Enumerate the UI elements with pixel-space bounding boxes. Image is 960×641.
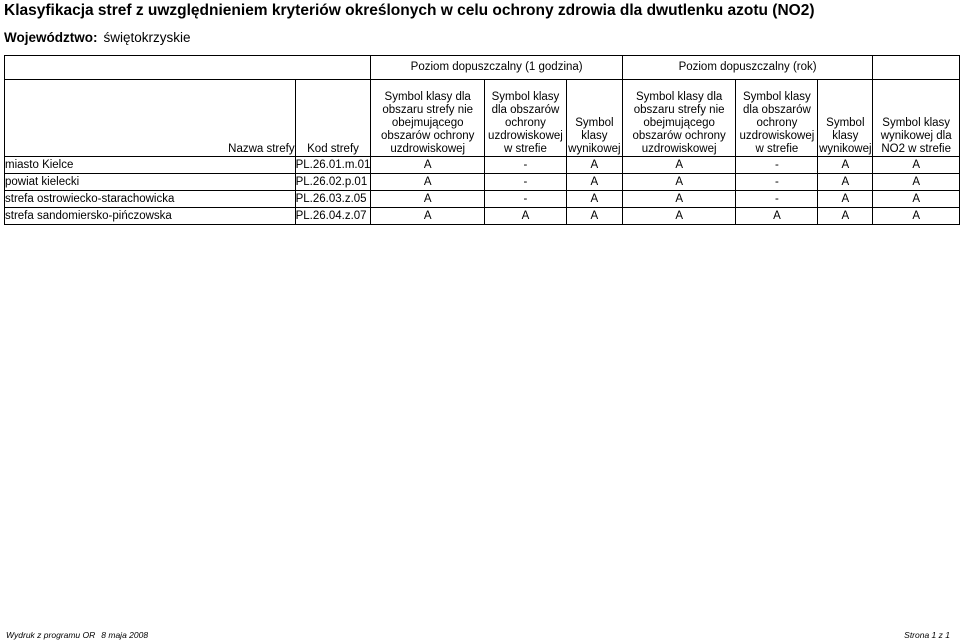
voivodeship-line (4, 30, 191, 45)
zone-code-cell: PL.26.02.p.01 (295, 174, 371, 191)
class-cell: A (873, 208, 960, 225)
class-cell: - (484, 157, 566, 174)
voivodeship-label: Województwo: (4, 30, 98, 45)
table-row (5, 174, 960, 191)
class-cell: A (371, 191, 485, 208)
table-row (5, 208, 960, 225)
class-cell: - (484, 174, 566, 191)
column-header-row (5, 80, 960, 157)
class-cell: A (566, 191, 622, 208)
table-row (5, 157, 960, 174)
footer-program: Wydruk z programu OR (6, 630, 96, 640)
group-header-year: Poziom dopuszczalny (rok) (622, 56, 872, 80)
class-cell: A (371, 174, 485, 191)
group-header-blank (295, 56, 371, 80)
class-cell: A (818, 157, 873, 174)
zone-code-cell: PL.26.04.z.07 (295, 208, 371, 225)
zone-code-cell: PL.26.01.m.01 (295, 157, 371, 174)
class-cell: - (484, 191, 566, 208)
class-cell: - (736, 191, 818, 208)
class-cell: A (371, 157, 485, 174)
footer-page-number: Strona 1 z 1 (904, 630, 950, 640)
class-cell: A (622, 208, 736, 225)
group-header-blank (5, 56, 296, 80)
class-cell: A (622, 157, 736, 174)
zone-name-cell: strefa ostrowiecko-starachowicka (5, 191, 296, 208)
column-header-year-spa: Symbol klasy dla obszarów ochrony uzdrowiskowej w strefie (736, 80, 818, 157)
class-cell: A (818, 174, 873, 191)
class-cell: A (873, 157, 960, 174)
column-header-final-result: Symbol klasy wynikowej dla NO2 w strefie (873, 80, 960, 157)
page-title: Klasyfikacja stref z uwzględnieniem kryteriów określonych w celu ochrony zdrowia dla dwutlenku azotu (NO2) (4, 2, 815, 19)
zone-name-cell: miasto Kielce (5, 157, 296, 174)
class-cell: A (484, 208, 566, 225)
column-header-year-outside: Symbol klasy dla obszaru strefy nie obejmującego obszarów ochrony uzdrowiskowej (622, 80, 736, 157)
class-cell: A (566, 157, 622, 174)
class-cell: A (736, 208, 818, 225)
footer-date: 8 maja 2008 (101, 630, 149, 640)
class-cell: A (371, 208, 485, 225)
column-header-hour-spa: Symbol klasy dla obszarów ochrony uzdrowiskowej w strefie (484, 80, 566, 157)
voivodeship-value: świętokrzyskie (103, 30, 191, 45)
class-cell: A (622, 174, 736, 191)
zone-code-cell: PL.26.03.z.05 (295, 191, 371, 208)
column-header-year-result: Symbol klasy wynikowej (818, 80, 873, 157)
classification-table (4, 55, 960, 225)
class-cell: - (736, 157, 818, 174)
group-header-row (5, 56, 960, 80)
column-header-name: Nazwa strefy (5, 80, 296, 157)
column-header-code: Kod strefy (295, 80, 371, 157)
table-row (5, 191, 960, 208)
class-cell: A (566, 208, 622, 225)
zone-name-cell: strefa sandomiersko-pińczowska (5, 208, 296, 225)
group-header-hour: Poziom dopuszczalny (1 godzina) (371, 56, 622, 80)
class-cell: A (818, 208, 873, 225)
zone-name-cell: powiat kielecki (5, 174, 296, 191)
column-header-hour-result: Symbol klasy wynikowej (566, 80, 622, 157)
class-cell: A (566, 174, 622, 191)
class-cell: - (736, 174, 818, 191)
class-cell: A (873, 174, 960, 191)
class-cell: A (873, 191, 960, 208)
column-header-hour-outside: Symbol klasy dla obszaru strefy nie obejmującego obszarów ochrony uzdrowiskowej (371, 80, 485, 157)
group-header-blank (873, 56, 960, 80)
class-cell: A (818, 191, 873, 208)
class-cell: A (622, 191, 736, 208)
footer-print-info (6, 630, 148, 640)
